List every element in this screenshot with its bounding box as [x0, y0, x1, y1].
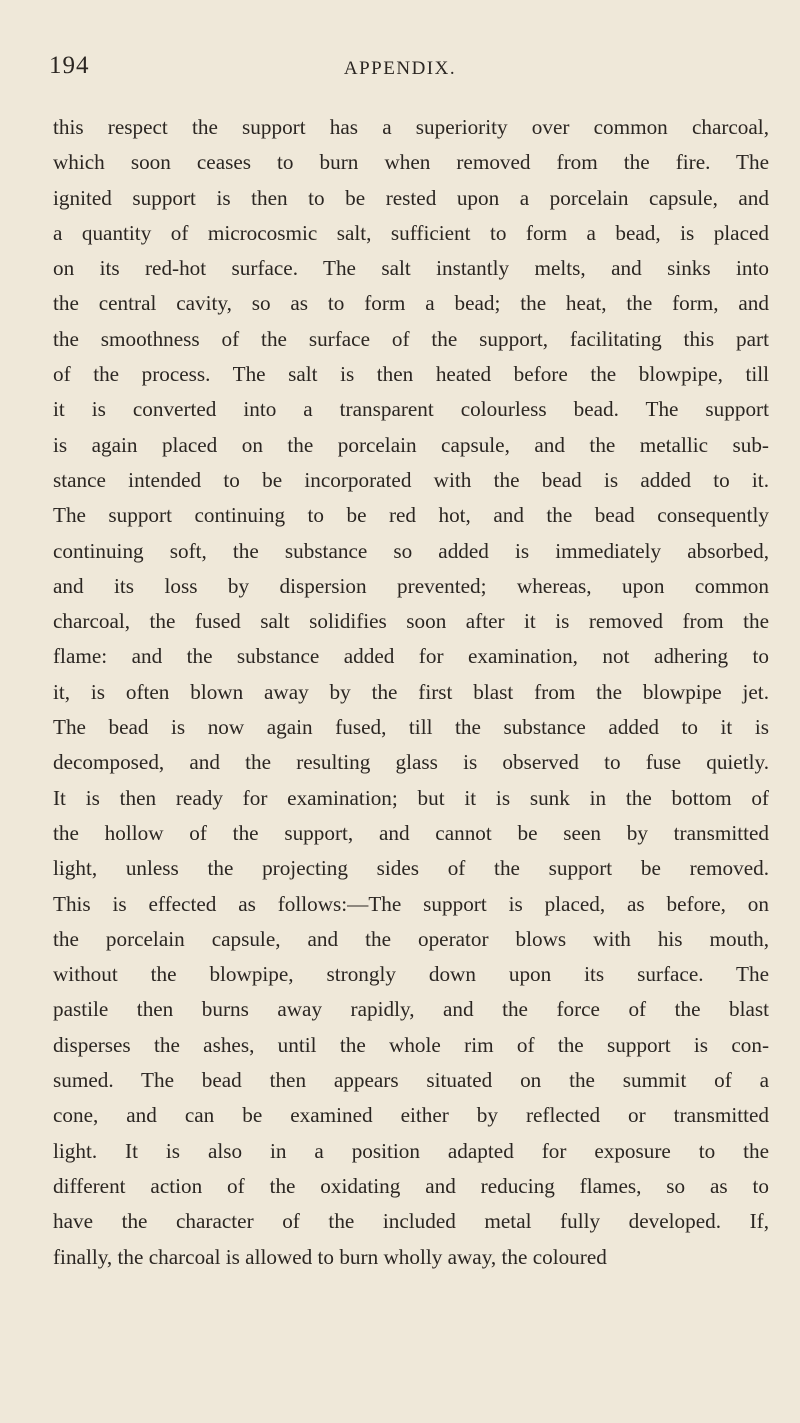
page-number: 194 — [49, 52, 90, 79]
text-line: decomposed, and the resulting glass is observed to fuse quietly. — [53, 750, 769, 775]
running-head: APPENDIX. — [343, 58, 457, 79]
text-line: and its loss by dispersion prevented; whereas, upon common — [53, 573, 769, 598]
text-line: pastile then burns away rapidly, and the force of the blast — [53, 997, 769, 1022]
text-line: stance intended to be incorporated with the bead is added to it. — [53, 467, 769, 492]
text-line: the porcelain capsule, and the operator blows with his mouth, — [53, 926, 769, 951]
text-line: the central cavity, so as to form a bead; the heat, the form, and — [53, 291, 769, 316]
text-line: The bead is now again fused, till the substance added to it is — [53, 715, 769, 740]
text-line: continuing soft, the substance so added is immediately absorbed, — [53, 538, 769, 563]
text-line: different action of the oxidating and reducing flames, so as to — [53, 1173, 769, 1198]
text-line: a quantity of microcosmic salt, sufficient to form a bead, is placed — [53, 220, 769, 245]
text-line: It is then ready for examination; but it is sunk in the bottom of — [53, 785, 769, 810]
text-line: sumed. The bead then appears situated on the summit of a — [53, 1068, 769, 1093]
text-line: which soon ceases to burn when removed from the fire. The — [53, 150, 769, 175]
text-line: on its red-hot surface. The salt instantly melts, and sinks into — [53, 256, 769, 281]
text-line: ignited support is then to be rested upon a porcelain capsule, and — [53, 185, 769, 210]
text-line: The support continuing to be red hot, and the bead consequently — [53, 503, 769, 528]
text-line: is again placed on the porcelain capsule, and the metallic sub- — [53, 432, 769, 457]
text-line: it, is often blown away by the first blast from the blowpipe jet. — [53, 679, 769, 704]
text-line: disperses the ashes, until the whole rim of the support is con- — [53, 1032, 769, 1057]
text-line: light, unless the projecting sides of the support be removed. — [53, 856, 769, 881]
text-line: of the process. The salt is then heated before the blowpipe, till — [53, 362, 769, 387]
text-line: have the character of the included metal fully developed. If, — [53, 1209, 769, 1234]
text-line: charcoal, the fused salt solidifies soon after it is removed from the — [53, 609, 769, 634]
text-line: the hollow of the support, and cannot be seen by transmitted — [53, 820, 769, 845]
body-text — [53, 110, 769, 1275]
text-line: the smoothness of the surface of the support, facilitating this part — [53, 326, 769, 351]
text-line: finally, the charcoal is allowed to burn wholly away, the coloured — [53, 1244, 607, 1269]
text-line: without the blowpipe, strongly down upon its surface. The — [53, 962, 769, 987]
text-line: cone, and can be examined either by reflected or transmitted — [53, 1103, 769, 1128]
text-line: this respect the support has a superiority over common charcoal, — [53, 115, 769, 139]
text-line: light. It is also in a position adapted for exposure to the — [53, 1138, 769, 1163]
text-line: it is converted into a transparent colourless bead. The support — [53, 397, 769, 422]
text-line: flame: and the substance added for examination, not adhering to — [53, 644, 769, 669]
text-line: This is effected as follows:—The support is placed, as before, on — [53, 891, 769, 916]
